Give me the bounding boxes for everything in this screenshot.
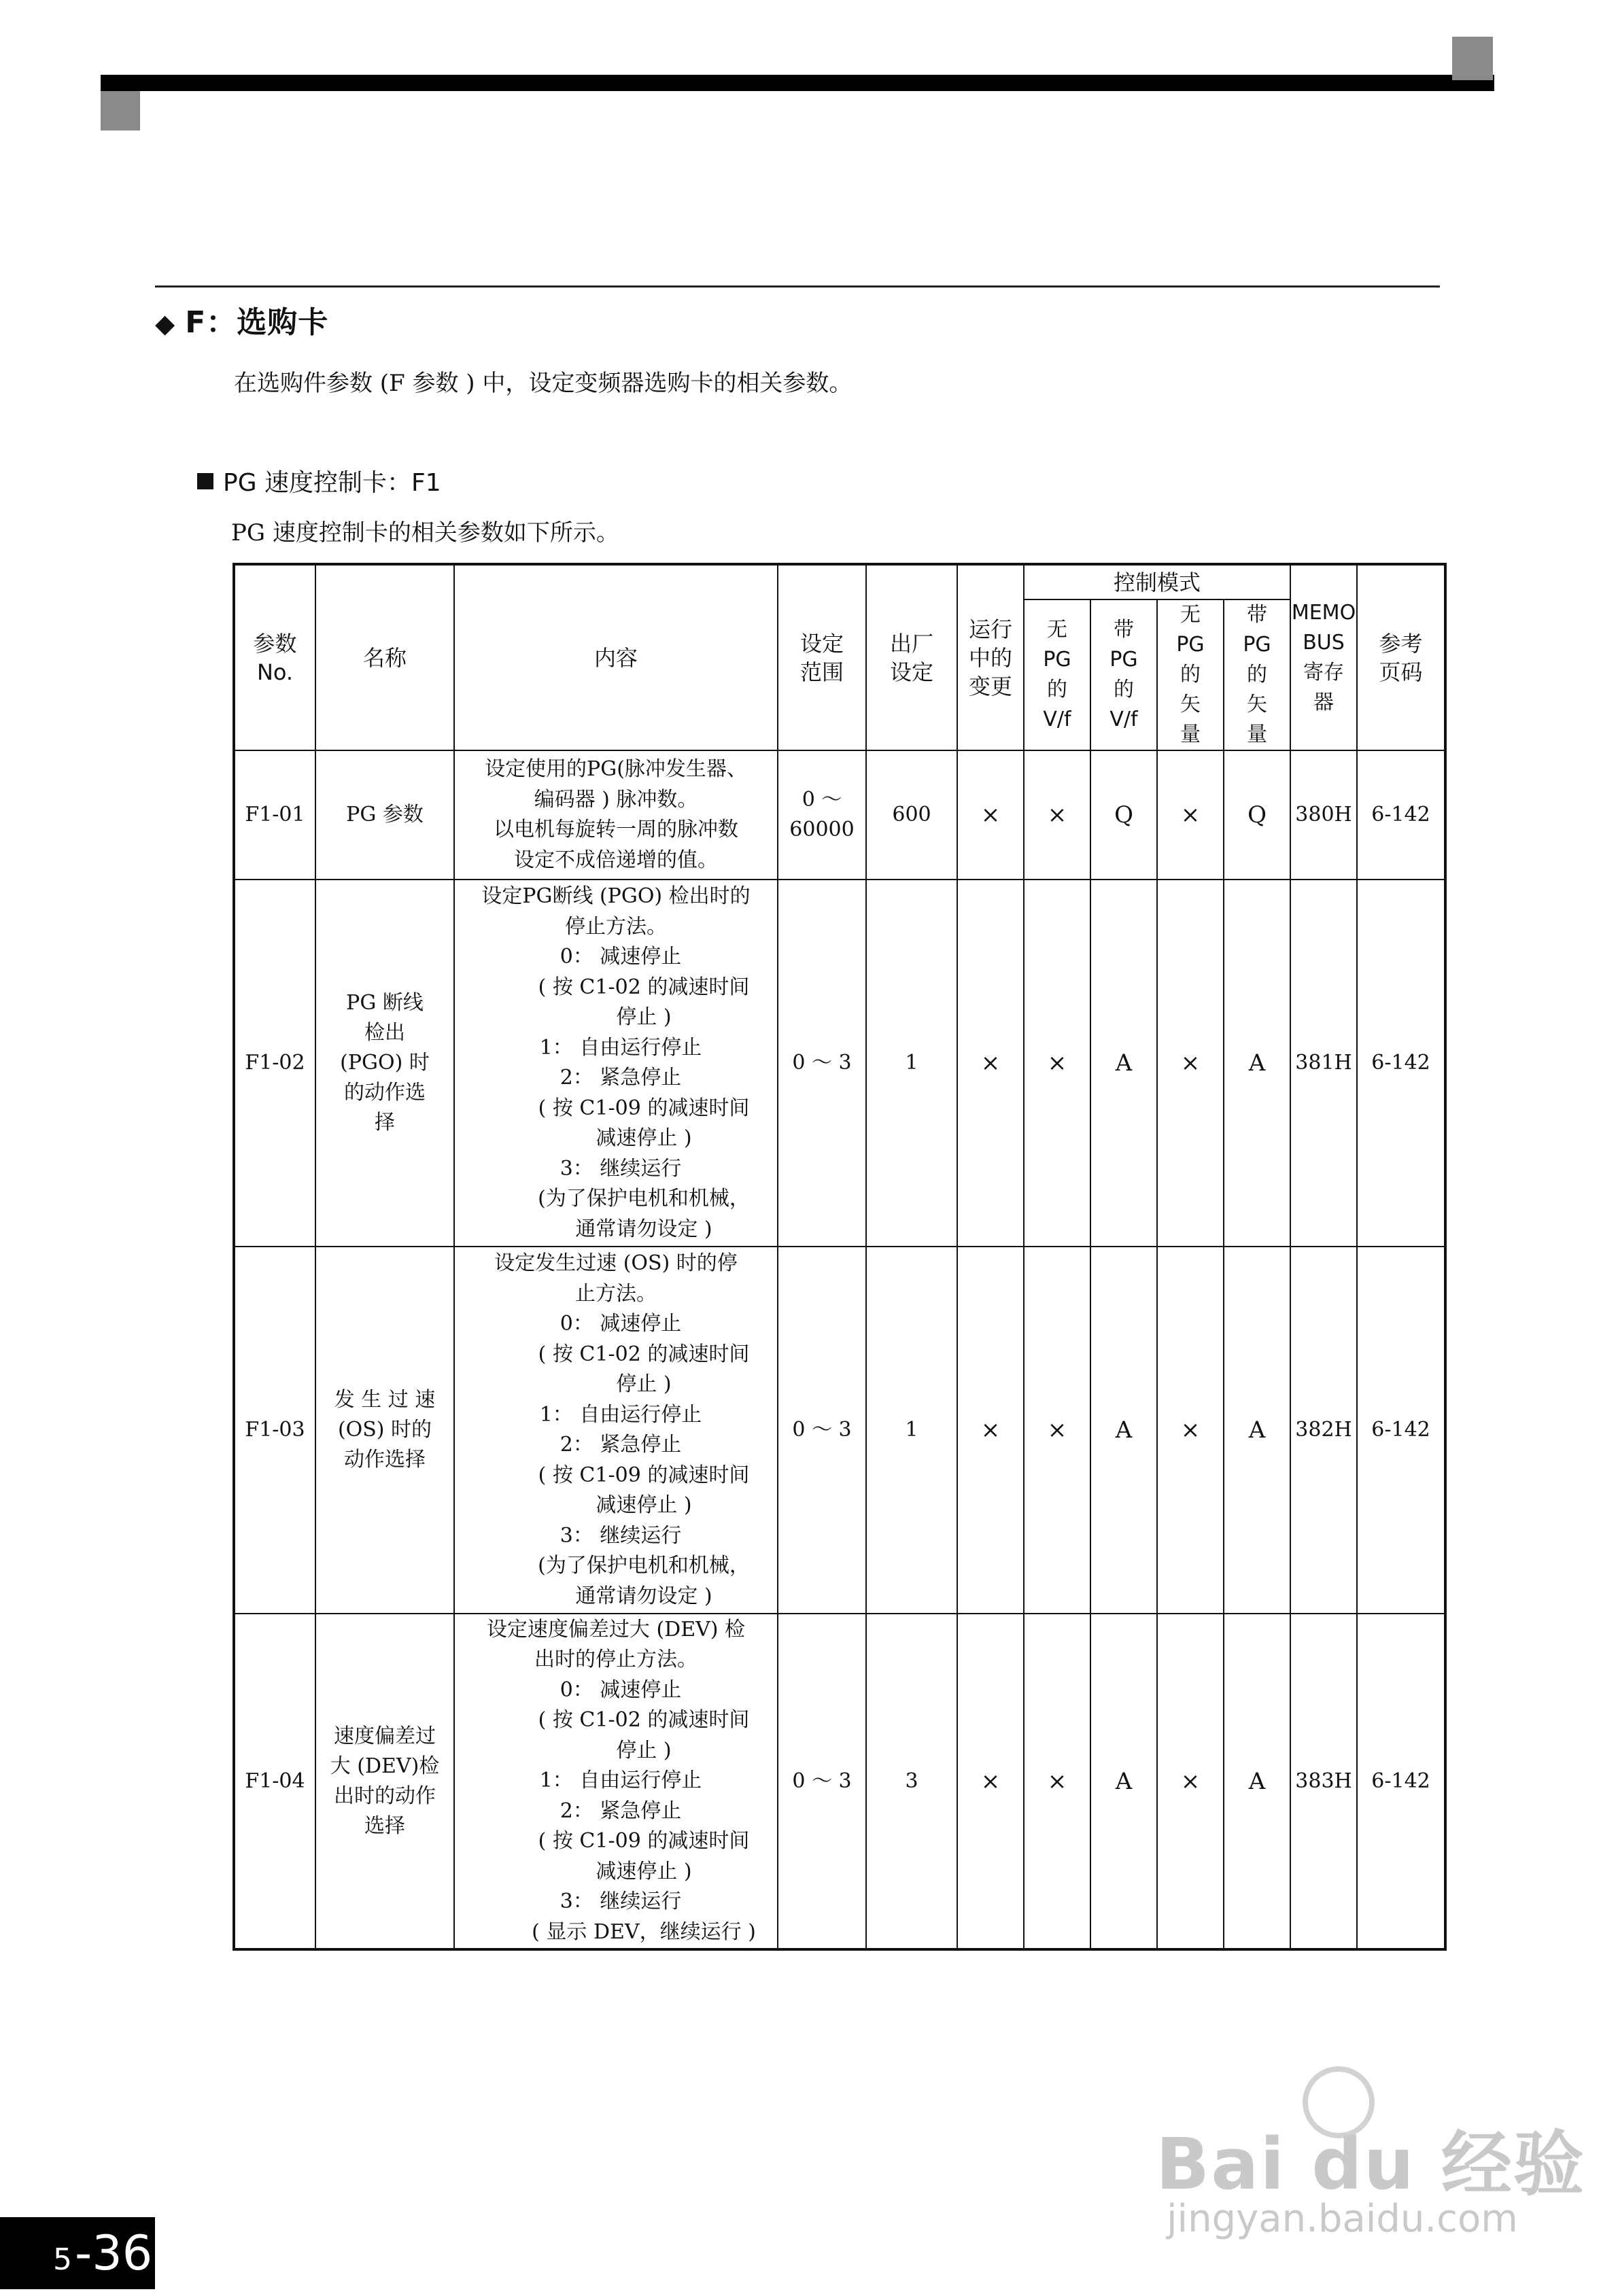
content-line: 停止 )	[616, 1738, 672, 1762]
content-line: ( 按 C1-09 的减速时间	[538, 1829, 750, 1854]
content-line: ( 按 C1-09 的减速时间	[538, 1096, 750, 1120]
param-ref-cell: 6-142	[1357, 750, 1445, 880]
subsection-intro: PG 速度控制卡的相关参数如下所示。	[231, 519, 619, 546]
content-line: 停止方法。	[565, 914, 667, 939]
table-body	[234, 750, 1445, 1949]
param-range-cell	[778, 1247, 866, 1614]
header-tab-square	[101, 91, 140, 131]
content-line: 1： 自由运行停止	[539, 1402, 702, 1427]
content-line: 停止 )	[616, 1005, 672, 1029]
param-runtime-cell: ×	[957, 880, 1024, 1247]
param-mode-cell: A	[1224, 1247, 1290, 1614]
content-line: ( 按 C1-02 的减速时间	[538, 1342, 750, 1366]
cell-line: 选择	[364, 1813, 405, 1838]
content-line: 2： 紧急停止	[560, 1066, 682, 1090]
param-mode-cell: A	[1224, 1614, 1290, 1949]
header-content: 内容	[454, 564, 778, 750]
subsection-title-text: PG 速度控制卡：F1	[223, 469, 441, 497]
content-line: 1： 自由运行停止	[539, 1035, 702, 1060]
cell-line: 的动作选	[344, 1081, 426, 1104]
param-no-cell: F1-01	[234, 750, 315, 880]
header-runtime-change: 运行 中的 变更	[957, 564, 1024, 750]
param-name-cell	[315, 1247, 454, 1614]
content-line: 减速停止 )	[596, 1493, 692, 1517]
header-mode-vf-no-pg: 无 PG 的 V/f	[1024, 599, 1090, 750]
header-control-mode: 控制模式	[1024, 564, 1290, 599]
cell-line: 0 ～	[802, 788, 842, 812]
cell-line: 发 生 过 速	[334, 1388, 436, 1412]
param-no-cell: F1-02	[234, 880, 315, 1247]
content-line: 设定PG断线 (PGO) 检出时的	[481, 884, 751, 908]
table-row	[234, 1247, 1445, 1614]
param-factory-cell: 1	[866, 1247, 957, 1614]
cell-line: 60000	[789, 818, 855, 841]
section-intro: 在选购件参数 (F 参数 ) 中，设定变频器选购卡的相关参数。	[234, 370, 853, 397]
header-ref-page: 参考 页码	[1357, 564, 1445, 750]
header-range: 设定 范围	[778, 564, 866, 750]
param-memobus-cell: 381H	[1290, 880, 1357, 1247]
param-runtime-cell: ×	[957, 1614, 1024, 1949]
content-line: 0： 减速停止	[560, 945, 682, 969]
watermark-logo: Bai du 经验	[1156, 2123, 1585, 2206]
param-content-cell	[454, 880, 778, 1247]
param-range-cell	[778, 750, 866, 880]
cell-line: 0 ～ 3	[792, 1769, 852, 1793]
section-rule	[155, 285, 1440, 288]
param-range-cell	[778, 880, 866, 1247]
param-mode-cell: ×	[1024, 1614, 1090, 1949]
subsection-title	[197, 464, 441, 498]
param-factory-cell: 1	[866, 880, 957, 1247]
content-line: 止方法。	[575, 1281, 657, 1306]
content-line: 出时的停止方法。	[534, 1648, 698, 1672]
param-memobus-cell: 380H	[1290, 750, 1357, 880]
param-memobus-cell: 383H	[1290, 1614, 1357, 1949]
content-line: 设定不成倍递增的值。	[514, 848, 718, 872]
cell-line: 动作选择	[344, 1448, 426, 1472]
param-mode-cell: A	[1224, 880, 1290, 1247]
content-line: (为了保护电机和机械，	[538, 1554, 750, 1578]
param-mode-cell: ×	[1157, 1614, 1224, 1949]
param-ref-cell: 6-142	[1357, 880, 1445, 1247]
cell-line: 速度偏差过	[334, 1724, 436, 1748]
param-mode-cell: ×	[1157, 1247, 1224, 1614]
cell-line: 择	[375, 1111, 395, 1134]
cell-line: 0 ～ 3	[792, 1051, 852, 1075]
content-line: 编码器 ) 脉冲数。	[534, 787, 698, 812]
header-mode-vector-no-pg: 无 PG 的 矢 量	[1157, 599, 1224, 750]
cell-line: PG 参数	[346, 803, 424, 827]
param-no-cell: F1-03	[234, 1247, 315, 1614]
content-line: 2： 紧急停止	[560, 1798, 682, 1823]
table-row	[234, 1614, 1445, 1949]
header-bar	[101, 75, 1494, 91]
param-content-cell	[454, 750, 778, 880]
cell-line: 大 (DEV)检	[330, 1754, 440, 1778]
param-mode-cell: Q	[1090, 750, 1157, 880]
param-content-cell	[454, 1247, 778, 1614]
param-mode-cell: ×	[1157, 880, 1224, 1247]
param-mode-cell: Q	[1224, 750, 1290, 880]
content-line: 0： 减速停止	[560, 1312, 682, 1336]
cell-line: 0 ～ 3	[792, 1418, 852, 1442]
header-factory: 出厂 设定	[866, 564, 957, 750]
diamond-icon: ◆	[155, 309, 176, 338]
page-number-value: 36	[92, 2225, 153, 2281]
cell-line: 出时的动作	[334, 1784, 436, 1808]
content-line: (为了保护电机和机械，	[538, 1187, 750, 1211]
content-line: 3： 继续运行	[560, 1523, 682, 1548]
param-mode-cell: A	[1090, 1614, 1157, 1949]
header-name: 名称	[315, 564, 454, 750]
content-line: 3： 继续运行	[560, 1890, 682, 1914]
cell-line: 检出	[364, 1021, 405, 1045]
content-line: 0： 减速停止	[560, 1677, 682, 1702]
param-runtime-cell: ×	[957, 1247, 1024, 1614]
watermark-url: jingyan.baidu.com	[1167, 2197, 1518, 2241]
content-line: 设定速度偏差过大 (DEV) 检	[486, 1617, 746, 1641]
param-runtime-cell: ×	[957, 750, 1024, 880]
page-number	[53, 2217, 152, 2296]
content-line: 通常请勿设定 )	[575, 1217, 712, 1241]
section-title-text: F：选购卡	[185, 305, 329, 340]
param-memobus-cell: 382H	[1290, 1247, 1357, 1614]
table-row	[234, 880, 1445, 1247]
content-line: ( 按 C1-02 的减速时间	[538, 1708, 750, 1733]
cell-line: PG 断线	[346, 991, 424, 1015]
content-line: ( 显示 DEV，继续运行 )	[532, 1919, 756, 1944]
param-no-cell: F1-04	[234, 1614, 315, 1949]
param-name-cell	[315, 880, 454, 1247]
header-corner-square	[1452, 37, 1493, 80]
content-line: 停止 )	[616, 1372, 672, 1396]
parameter-table	[233, 563, 1447, 1951]
content-line: ( 按 C1-09 的减速时间	[538, 1463, 750, 1487]
param-mode-cell: ×	[1157, 750, 1224, 880]
content-line: 减速停止 )	[596, 1126, 692, 1150]
cell-line: (PGO) 时	[340, 1051, 430, 1075]
param-mode-cell: A	[1090, 1247, 1157, 1614]
param-range-cell	[778, 1614, 866, 1949]
param-factory-cell: 600	[866, 750, 957, 880]
content-line: 减速停止 )	[596, 1859, 692, 1883]
content-line: 设定发生过速 (OS) 时的停	[494, 1251, 738, 1275]
header-mode-vector-with-pg: 带 PG 的 矢 量	[1224, 599, 1290, 750]
param-mode-cell: ×	[1024, 880, 1090, 1247]
param-content-cell	[454, 1614, 778, 1949]
content-line: 以电机每旋转一周的脉冲数	[494, 818, 738, 841]
param-mode-cell: A	[1090, 880, 1157, 1247]
content-line: 设定使用的PG(脉冲发生器、	[485, 757, 747, 781]
param-ref-cell: 6-142	[1357, 1247, 1445, 1614]
param-ref-cell: 6-142	[1357, 1614, 1445, 1949]
table-row	[234, 750, 1445, 880]
header-memobus: MEMO BUS 寄存 器	[1290, 564, 1357, 750]
section-title	[155, 298, 328, 341]
header-param-no: 参数 No.	[234, 564, 315, 750]
header-mode-vf-with-pg: 带 PG 的 V/f	[1090, 599, 1157, 750]
param-factory-cell: 3	[866, 1614, 957, 1949]
cell-line: (OS) 时的	[337, 1418, 432, 1442]
content-line: 3： 继续运行	[560, 1156, 682, 1181]
content-line: ( 按 C1-02 的减速时间	[538, 975, 750, 999]
content-line: 1： 自由运行停止	[539, 1769, 702, 1793]
param-name-cell	[315, 750, 454, 880]
square-bullet-icon	[197, 473, 213, 489]
content-line: 2： 紧急停止	[560, 1433, 682, 1457]
content-line: 通常请勿设定 )	[575, 1584, 712, 1608]
chapter-number: 5	[53, 2242, 72, 2277]
param-mode-cell: ×	[1024, 1247, 1090, 1614]
param-name-cell	[315, 1614, 454, 1949]
page-number-separator: -	[75, 2225, 92, 2281]
param-mode-cell: ×	[1024, 750, 1090, 880]
